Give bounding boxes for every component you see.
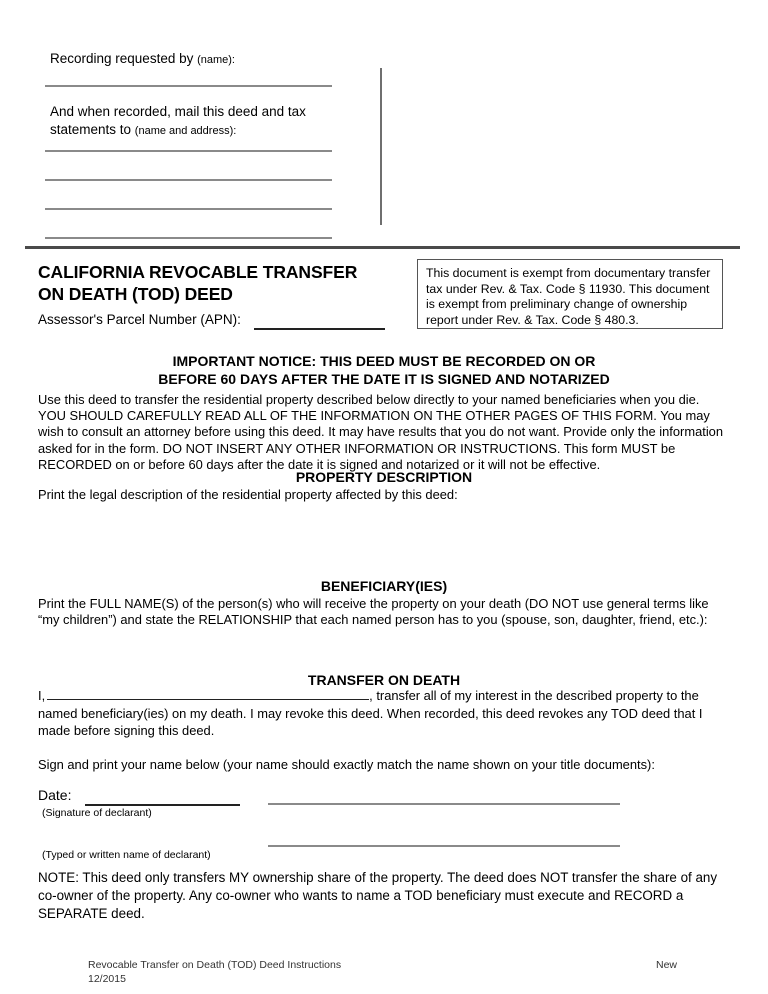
footer-right: New (656, 959, 678, 971)
tax-exemption-box (417, 259, 723, 329)
important-notice-line-2: BEFORE 60 DAYS AFTER THE DATE IT IS SIGNED AND NOTARIZED (158, 371, 610, 387)
recording-requested-by-block (50, 50, 350, 69)
important-notice (38, 352, 730, 388)
beneficiaries-heading: BENEFICIARY(IES) (320, 578, 448, 594)
typed-name-input-line[interactable] (268, 845, 620, 847)
page-title-line-1: CALIFORNIA REVOCABLE TRANSFER (38, 262, 358, 282)
important-notice-line-1: IMPORTANT NOTICE: THIS DEED MUST BE RECORDED ON OR (172, 353, 596, 369)
mail-to-label (50, 103, 340, 140)
signature-input-line[interactable] (268, 803, 620, 805)
recording-requested-by-text: Recording requested by (50, 51, 198, 66)
mail-to-hint: (name and address): (134, 125, 237, 137)
recording-requested-by-hint: (name): (197, 54, 235, 66)
recording-name-line[interactable] (45, 85, 332, 87)
beneficiaries-entry-area[interactable] (38, 632, 730, 670)
transfer-on-death-declaration (38, 686, 730, 740)
date-label: Date: (38, 787, 72, 803)
mail-address-line-3[interactable] (45, 208, 332, 210)
footer-revision-date: 12/2015 (88, 973, 126, 985)
property-description-instruction: Print the legal description of the residential property affected by this deed: (38, 487, 458, 502)
typed-name-caption: (Typed or written name of declarant) (42, 849, 211, 861)
transfer-on-death-heading: TRANSFER ON DEATH (307, 672, 461, 688)
mail-address-line-2[interactable] (45, 179, 332, 181)
page-title (38, 261, 398, 305)
recorder-area-divider (380, 68, 382, 225)
page-title-line-2: ON DEATH (TOD) DEED (38, 284, 233, 304)
apn-input-line[interactable] (254, 328, 385, 330)
beneficiaries-instruction: Print the FULL NAME(S) of the person(s) who will receive the property on your death (DO NOT use general terms like “my children”) and state the RELATIONSHIP that each named person has to you (spouse, son, daughter, friend, etc.): (38, 596, 709, 628)
footer-document-title: Revocable Transfer on Death (TOD) Deed Instructions (88, 959, 342, 971)
recording-requested-by-label (50, 50, 350, 69)
declarant-lead-text: I, (38, 688, 46, 703)
declarant-name-input-line[interactable] (47, 686, 369, 700)
closing-note: NOTE: This deed only transfers MY ownership share of the property. The deed does NOT transfer the share of any co-owner of the property. Any co-owner who wants to name a TOD beneficiary must execute and RECORD a SEPARATE deed. (38, 870, 718, 921)
property-description-heading: PROPERTY DESCRIPTION (295, 469, 473, 485)
footer-left (88, 958, 341, 986)
declaration-text: , transfer all of my interest in the described property to the named beneficiary(ies) on my death. I may revoke this deed. When recorded, this deed revokes any TOD deed that I made before signing this deed. (38, 688, 703, 738)
intro-paragraph: Use this deed to transfer the residential property described below directly to your named beneficiaries when you die. YOU SHOULD CAREFULLY READ ALL OF THE INFORMATION ON THE OTHER PAGES OF THIS FORM. You may wish to consult an attorney before using this deed. It may have results that you do not want. Provide only the information asked for in the form. DO NOT INSERT ANY OTHER INFORMATION OR INSTRUCTIONS. This form MUST be RECORDED on or before 60 days after the date it is signed and notarized or it will not be effective. (38, 392, 724, 472)
mail-to-text: And when recorded, mail this deed and tax statements to (50, 104, 306, 137)
tax-exemption-text: This document is exempt from documentary transfer tax under Rev. & Tax. Code § 11930. This document is exempt from preliminary change of ownership report under Rev. & Tax. Code § 480.3. (426, 266, 711, 327)
apn-label: Assessor's Parcel Number (APN): (38, 312, 241, 327)
mail-address-line-1[interactable] (45, 150, 332, 152)
mail-address-line-4[interactable] (45, 237, 332, 239)
date-input-line[interactable] (85, 804, 240, 806)
sign-instruction: Sign and print your name below (your name should exactly match the name shown on your title documents): (38, 757, 655, 772)
property-description-entry-area[interactable] (38, 505, 730, 570)
signature-caption: (Signature of declarant) (42, 807, 152, 819)
header-separator-rule (25, 246, 740, 249)
